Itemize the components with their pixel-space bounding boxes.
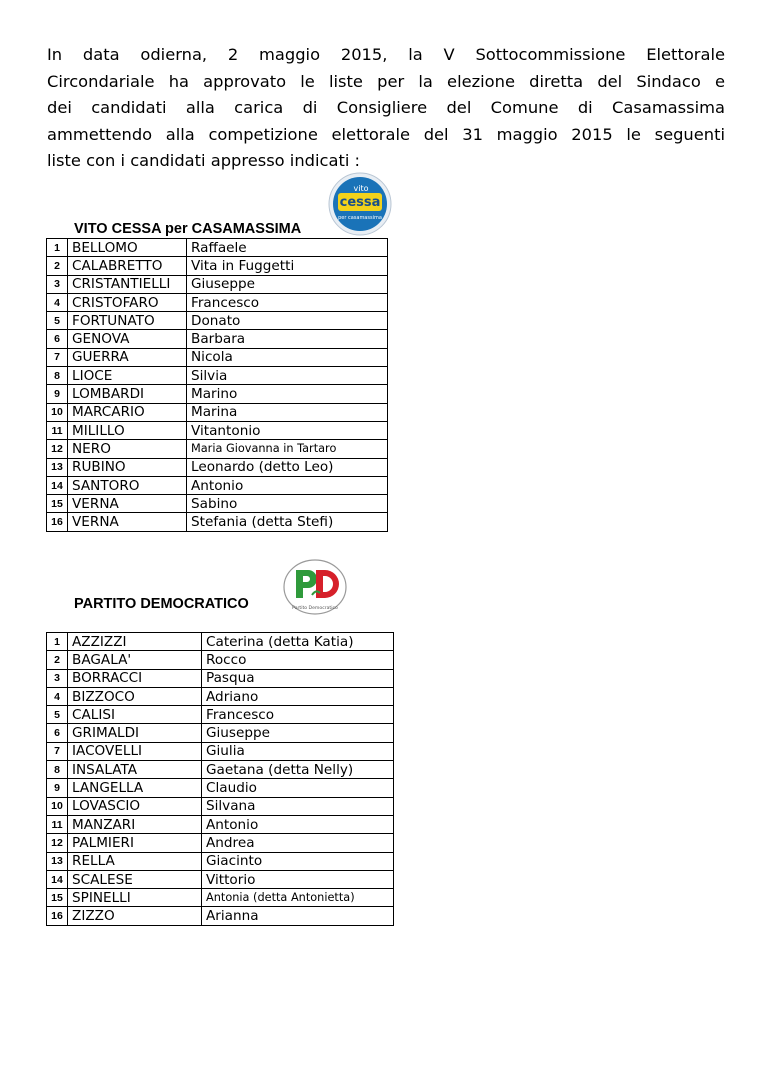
table-row	[47, 706, 394, 724]
candidate-surname: VERNA	[68, 495, 187, 513]
candidate-surname: MILILLO	[68, 421, 187, 439]
candidate-surname: CRISTOFARO	[68, 293, 187, 311]
table-row	[47, 385, 388, 403]
candidate-number: 11	[47, 421, 68, 439]
candidate-first-name: Gaetana (detta Nelly)	[202, 761, 394, 779]
candidate-surname: LOMBARDI	[68, 385, 187, 403]
candidate-first-name: Barbara	[187, 330, 388, 348]
candidate-first-name: Marina	[187, 403, 388, 421]
candidate-first-name: Pasqua	[202, 669, 394, 687]
candidate-number: 15	[47, 495, 68, 513]
table-row	[47, 421, 388, 439]
vito-cessa-logo-icon	[328, 172, 392, 236]
candidate-first-name: Stefania (detta Stefi)	[187, 513, 388, 531]
candidate-first-name: Maria Giovanna in Tartaro	[187, 440, 388, 458]
candidate-surname: LIOCE	[68, 367, 187, 385]
list-title-vito-cessa: VITO CESSA per CASAMASSIMA	[74, 221, 302, 237]
candidate-number: 14	[47, 476, 68, 494]
candidate-first-name: Leonardo (detto Leo)	[187, 458, 388, 476]
table-row	[47, 476, 388, 494]
table-row	[47, 889, 394, 907]
candidate-number: 14	[47, 870, 68, 888]
candidate-number: 13	[47, 458, 68, 476]
candidate-first-name: Silvia	[187, 367, 388, 385]
candidate-number: 4	[47, 687, 68, 705]
candidate-number: 12	[47, 834, 68, 852]
table-row	[47, 495, 388, 513]
candidate-number: 10	[47, 797, 68, 815]
candidate-number: 5	[47, 312, 68, 330]
candidate-number: 1	[47, 633, 68, 651]
candidate-surname: FORTUNATO	[68, 312, 187, 330]
candidate-number: 7	[47, 742, 68, 760]
logo-text-vito: vito	[353, 184, 369, 193]
table-row	[47, 651, 394, 669]
intro-line: Circondariale ha approvato le liste per la elezione diretta del Sindaco e	[47, 71, 725, 91]
candidate-surname: SANTORO	[68, 476, 187, 494]
table-row	[47, 367, 388, 385]
logo-text-sub: per casamassima	[338, 215, 382, 221]
intro-line: dei candidati alla carica di Consigliere del Comune di Casamassima	[47, 98, 725, 118]
table-row	[47, 742, 394, 760]
table-row	[47, 779, 394, 797]
candidate-first-name: Antonia (detta Antonietta)	[202, 889, 394, 907]
candidate-number: 8	[47, 761, 68, 779]
candidate-first-name: Arianna	[202, 907, 394, 925]
table-row	[47, 907, 394, 925]
candidates-table-partito-democratico	[46, 632, 394, 926]
candidate-number: 7	[47, 348, 68, 366]
logo-text-cessa: cessa	[339, 195, 381, 210]
table-row	[47, 815, 394, 833]
candidate-first-name: Donato	[187, 312, 388, 330]
candidate-first-name: Marino	[187, 385, 388, 403]
candidate-first-name: Francesco	[187, 293, 388, 311]
candidate-first-name: Claudio	[202, 779, 394, 797]
candidate-first-name: Adriano	[202, 687, 394, 705]
candidate-surname: CALABRETTO	[68, 257, 187, 275]
candidate-surname: BORRACCI	[68, 669, 202, 687]
candidate-number: 6	[47, 330, 68, 348]
candidate-surname: ZIZZO	[68, 907, 202, 925]
candidate-number: 5	[47, 706, 68, 724]
table-row	[47, 852, 394, 870]
table-row	[47, 724, 394, 742]
candidate-surname: NERO	[68, 440, 187, 458]
table-row	[47, 275, 388, 293]
candidate-surname: VERNA	[68, 513, 187, 531]
candidate-first-name: Antonio	[202, 815, 394, 833]
table-row	[47, 330, 388, 348]
candidate-surname: LOVASCIO	[68, 797, 202, 815]
candidate-first-name: Giuseppe	[187, 275, 388, 293]
candidate-surname: INSALATA	[68, 761, 202, 779]
candidate-surname: BELLOMO	[68, 239, 187, 257]
candidate-number: 3	[47, 669, 68, 687]
candidate-surname: SPINELLI	[68, 889, 202, 907]
table-row	[47, 257, 388, 275]
intro-paragraph	[47, 42, 725, 175]
table-row	[47, 440, 388, 458]
candidate-first-name: Silvana	[202, 797, 394, 815]
table-row	[47, 797, 394, 815]
intro-line: In data odierna, 2 maggio 2015, la V Sottocommissione Elettorale	[47, 45, 725, 64]
table-row	[47, 458, 388, 476]
candidates-table-vito-cessa	[46, 238, 388, 532]
intro-line: liste con i candidati appresso indicati :	[47, 151, 361, 171]
candidate-surname: RUBINO	[68, 458, 187, 476]
candidate-first-name: Antonio	[187, 476, 388, 494]
candidate-number: 10	[47, 403, 68, 421]
table-row	[47, 870, 394, 888]
candidate-first-name: Nicola	[187, 348, 388, 366]
candidate-surname: AZZIZZI	[68, 633, 202, 651]
candidate-surname: CALISI	[68, 706, 202, 724]
candidate-number: 1	[47, 239, 68, 257]
candidate-surname: GRIMALDI	[68, 724, 202, 742]
candidate-first-name: Giuseppe	[202, 724, 394, 742]
candidate-surname: GUERRA	[68, 348, 187, 366]
list-title-partito-democratico: PARTITO DEMOCRATICO	[74, 596, 249, 612]
table-row	[47, 312, 388, 330]
candidate-first-name: Francesco	[202, 706, 394, 724]
candidate-number: 15	[47, 889, 68, 907]
candidate-surname: BIZZOCO	[68, 687, 202, 705]
table-row	[47, 239, 388, 257]
candidate-surname: BAGALA'	[68, 651, 202, 669]
candidate-surname: RELLA	[68, 852, 202, 870]
candidate-number: 6	[47, 724, 68, 742]
table-row	[47, 761, 394, 779]
candidate-number: 11	[47, 815, 68, 833]
candidate-number: 16	[47, 513, 68, 531]
table-row	[47, 633, 394, 651]
candidate-surname: MARCARIO	[68, 403, 187, 421]
table-row	[47, 403, 388, 421]
candidate-surname: CRISTANTIELLI	[68, 275, 187, 293]
candidate-number: 16	[47, 907, 68, 925]
candidate-first-name: Rocco	[202, 651, 394, 669]
candidate-surname: SCALESE	[68, 870, 202, 888]
table-row	[47, 687, 394, 705]
candidate-first-name: Giulia	[202, 742, 394, 760]
candidate-first-name: Andrea	[202, 834, 394, 852]
table-row	[47, 348, 388, 366]
candidate-first-name: Sabino	[187, 495, 388, 513]
candidate-surname: LANGELLA	[68, 779, 202, 797]
candidate-number: 9	[47, 385, 68, 403]
candidate-number: 3	[47, 275, 68, 293]
candidate-surname: GENOVA	[68, 330, 187, 348]
candidate-first-name: Vittorio	[202, 870, 394, 888]
table-row	[47, 669, 394, 687]
candidate-number: 8	[47, 367, 68, 385]
candidate-number: 4	[47, 293, 68, 311]
candidate-surname: IACOVELLI	[68, 742, 202, 760]
pd-logo-caption: Partito Democratico	[292, 606, 338, 611]
candidate-number: 2	[47, 651, 68, 669]
table-row	[47, 293, 388, 311]
candidate-number: 2	[47, 257, 68, 275]
candidate-surname: PALMIERI	[68, 834, 202, 852]
candidate-first-name: Giacinto	[202, 852, 394, 870]
pd-party-logo-icon	[282, 558, 348, 616]
candidate-first-name: Caterina (detta Katia)	[202, 633, 394, 651]
candidate-first-name: Vita in Fuggetti	[187, 257, 388, 275]
candidate-number: 13	[47, 852, 68, 870]
table-row	[47, 513, 388, 531]
candidate-number: 9	[47, 779, 68, 797]
intro-line: ammettendo alla competizione elettorale del 31 maggio 2015 le seguenti	[47, 124, 725, 144]
candidate-first-name: Vitantonio	[187, 421, 388, 439]
candidate-first-name: Raffaele	[187, 239, 388, 257]
candidate-number: 12	[47, 440, 68, 458]
table-row	[47, 834, 394, 852]
candidate-surname: MANZARI	[68, 815, 202, 833]
